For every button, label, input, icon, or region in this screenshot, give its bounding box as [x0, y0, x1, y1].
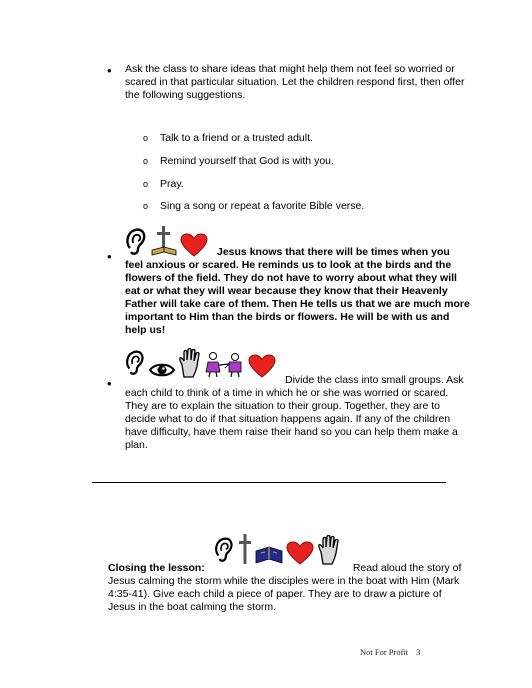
suggestion-text: Remind yourself that God is with you. [160, 155, 334, 167]
sub-bullet: o [143, 201, 149, 211]
paragraph-share-ideas: Ask the class to share ideas that might help them not feel so worried or scared in that particular situation. Let the children respond first, then offer the following suggestions. [125, 63, 465, 101]
page-number: 3 [416, 647, 421, 657]
list-item [143, 132, 313, 145]
sub-bullet: o [143, 156, 149, 166]
suggestion-text: Sing a song or repeat a favorite Bible verse. [160, 200, 365, 212]
footer [360, 647, 420, 657]
cross-icon [238, 533, 252, 565]
footer-text: Not For Profit [360, 647, 409, 657]
sub-bullet: o [143, 133, 149, 143]
list-item [143, 200, 364, 213]
suggestion-text: Talk to a friend or a trusted adult. [160, 132, 313, 144]
list-item [143, 178, 184, 191]
bullet: • [107, 249, 112, 264]
icon-row [213, 533, 341, 565]
bullet: • [107, 63, 112, 78]
bullet: • [107, 376, 112, 391]
paragraph-jesus-knows: Jesus knows that there will be times when you feel anxious or scared. He reminds us to look at the birds and the flowers of the field. They do not have to worry about what they will eat or what they will wear because they know that their Heavenly Father will take care of them. Then He tells us that we are much more important to Him than the birds or flowers. He will be with us and help us! [125, 246, 470, 336]
list-item [143, 155, 334, 168]
ear-icon [213, 535, 235, 565]
closing-label: Closing the lesson: [108, 562, 205, 574]
divider [92, 482, 446, 483]
suggestion-text: Pray. [160, 178, 184, 190]
sub-bullet: o [143, 179, 149, 189]
hand-icon [317, 535, 341, 565]
paragraph-small-groups: Divide the class into small groups. Ask each child to think of a time in which he or she was worried or scared. They are to explain the situation to their group. Together, they are to decide what to do if that situation happens again. If any of the children have difficulty, have them raise their hand so you can help them make a plan. [125, 374, 464, 451]
paragraph-closing: Closing the lesson: Read aloud the story of Jesus calming the storm while the disciples were in the boat with Him (Mark 4:35-41). Give each child a piece of paper. They are to draw a picture of Jesus in the boat calming the storm. [108, 562, 462, 613]
